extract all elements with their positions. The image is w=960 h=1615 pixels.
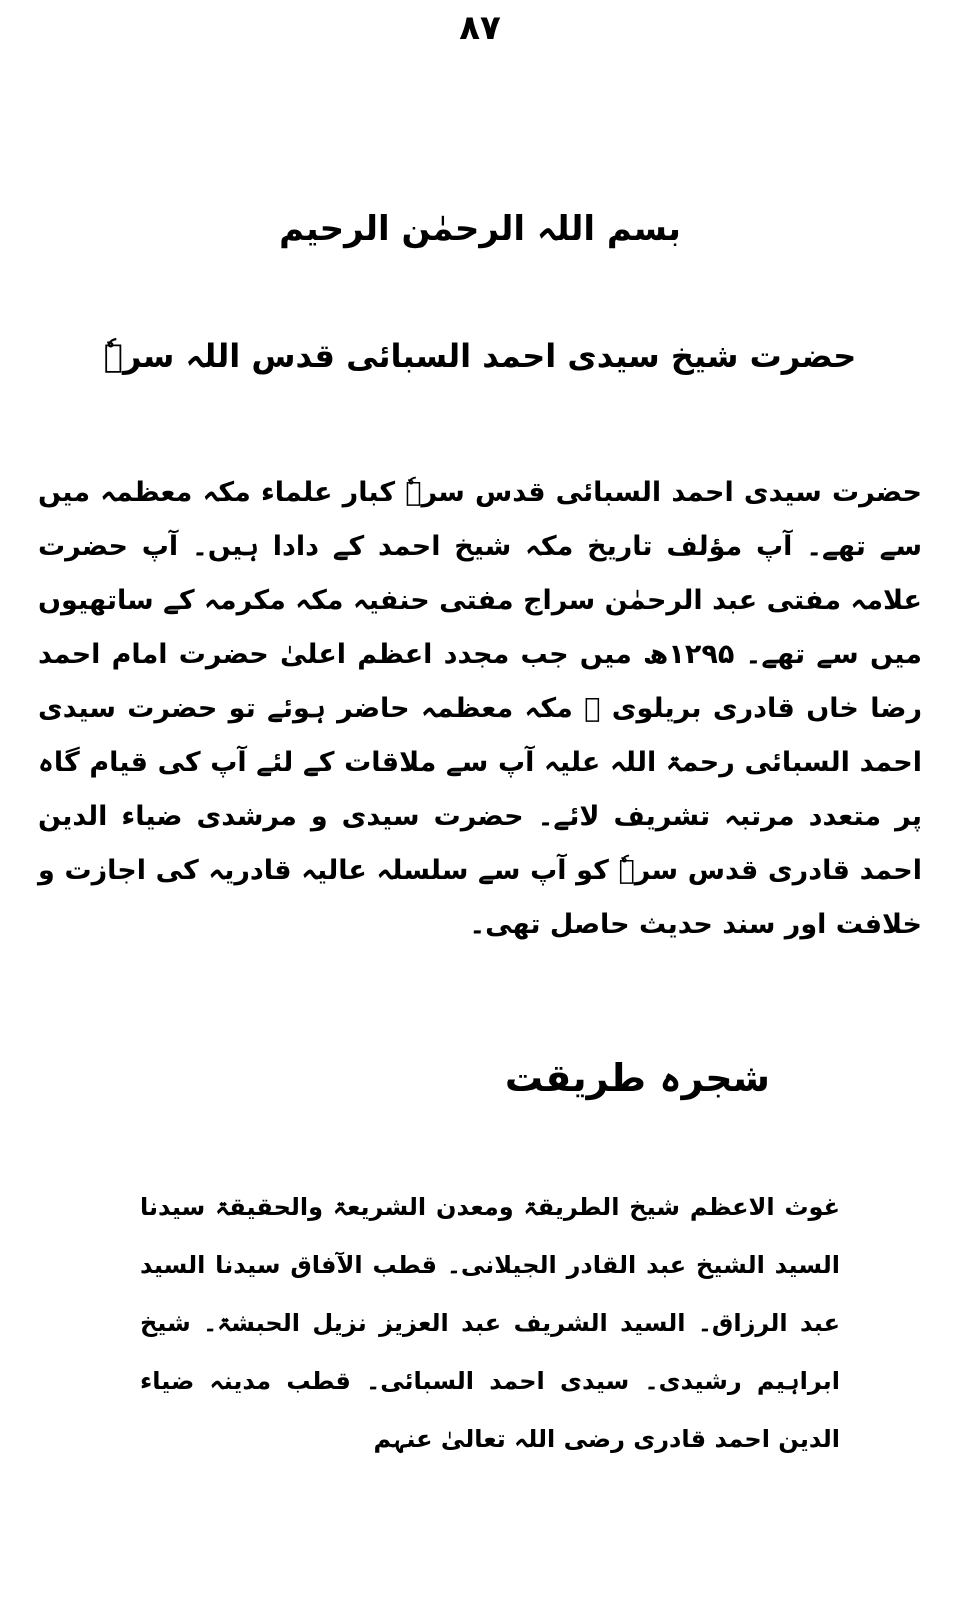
- bismillah-heading: بسم اللہ الرحمٰن الرحیم: [279, 209, 681, 249]
- spiritual-chain-text: غوث الاعظم شیخ الطریقۃ ومعدن الشریعۃ والحقیقۃ سیدنا السید الشیخ عبد القادر الجیلانی۔ قطب الآفاق سیدنا السید عبد الرزاق۔ السید الشریف عبد العزیز نزیل الحبشۃ۔ شیخ ابراہیم رشیدی۔ سیدی احمد السبائی۔ قطب مدینہ ضیاء الدین احمد قادری رضی اللہ تعالیٰ عنہم: [140, 1193, 840, 1453]
- biography-paragraph: حضرت سیدی احمد السبائی قدس سرہٗ کبار علماء مکہ معظمہ میں سے تھے۔ آپ مؤلف تاریخ مکہ شیخ احمد کے دادا ہیں۔ آپ حضرت علامہ مفتی عبد الرحمٰن سراج مفتی حنفیہ مکہ مکرمہ کے ساتھیوں میں سے تھے۔ ۱۲۹۵ھ میں جب مجدد اعظم اعلیٰ حضرت امام احمد رضا خاں قادری بریلوی ﷫ مکہ معظمہ حاضر ہوئے تو حضرت سیدی احمد السبائی رحمۃ اللہ علیہ آپ سے ملاقات کے لئے آپ کی قیام گاہ پر متعدد مرتبہ تشریف لائے۔ حضرت سیدی و مرشدی ضیاء الدین احمد قادری قدس سرہٗ کو آپ سے سلسلہ عالیہ قادریہ کی اجازت و خلافت اور سند حدیث حاصل تھی۔: [38, 477, 922, 940]
- page-number: ۸۷: [459, 8, 501, 48]
- section-heading: شجرہ طریقت: [504, 1056, 770, 1100]
- page-title: حضرت شیخ سیدی احمد السبائی قدس اللہ سرہٗ: [103, 337, 857, 375]
